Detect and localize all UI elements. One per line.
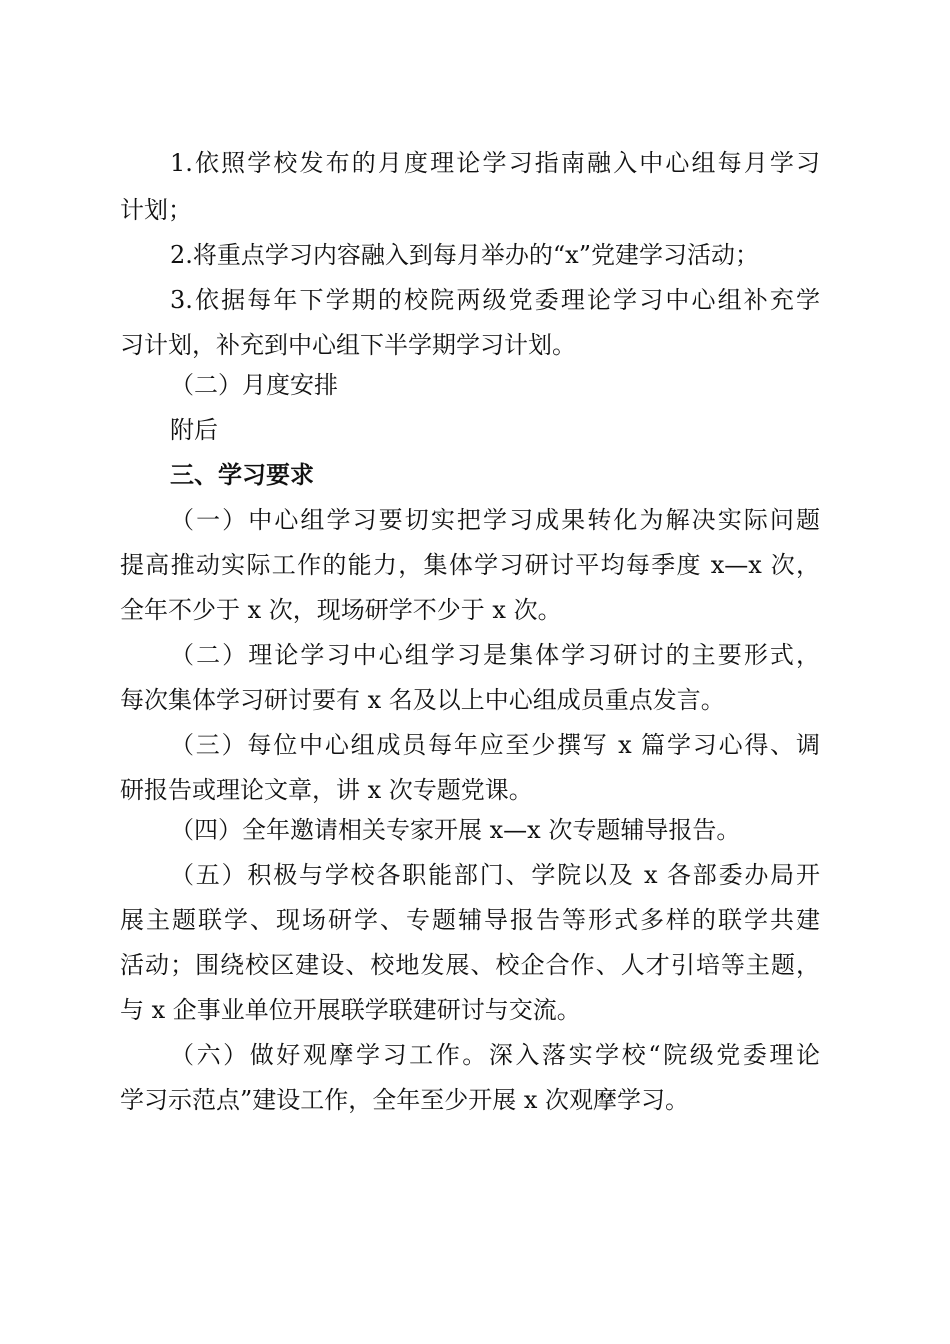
item-3-line: 习计划，补充到中心组下半学期学习计划。 [120,331,576,359]
requirement-3-line: 研报告或理论文章，讲 x 次专题党课。 [120,776,533,804]
item-1-line: 计划； [120,196,192,224]
requirement-5-line: 活动；围绕校区建设、校地发展、校企合作、人才引培等主题， [120,951,820,979]
requirements-heading: 三、学习要求 [170,460,314,489]
requirement-5-line: 展主题联学、现场研学、专题辅导报告等形式多样的联学共建 [120,906,820,934]
requirement-4-line: （四）全年邀请相关专家开展 x—x 次专题辅导报告。 [170,816,741,844]
requirement-6-line: 学习示范点”建设工作，全年至少开展 x 次观摩学习。 [120,1086,690,1114]
requirement-5-line: （五）积极与学校各职能部门、学院以及 x 各部委办局开 [170,861,820,889]
monthly-text: 附后 [170,416,218,444]
item-3-line: 3.依据每年下学期的校院两级党委理论学习中心组补充学 [170,286,820,314]
requirement-1-line: （一）中心组学习要切实把学习成果转化为解决实际问题 [170,506,820,534]
requirement-2-line: 每次集体学习研讨要有 x 名及以上中心组成员重点发言。 [120,686,725,714]
item-1-line: 1.依照学校发布的月度理论学习指南融入中心组每月学习 [170,149,820,177]
requirement-6-line: （六）做好观摩学习工作。深入落实学校“院级党委理论 [170,1041,820,1069]
requirement-5-line: 与 x 企事业单位开展联学联建研讨与交流。 [120,996,581,1024]
requirement-1-line: 提高推动实际工作的能力，集体学习研讨平均每季度 x—x 次， [120,551,820,579]
requirement-3-line: （三）每位中心组成员每年应至少撰写 x 篇学习心得、调 [170,731,820,759]
requirement-2-line: （二）理论学习中心组学习是集体学习研讨的主要形式， [170,641,820,669]
requirement-1-line: 全年不少于 x 次，现场研学不少于 x 次。 [120,596,562,624]
monthly-heading: （二）月度安排 [170,371,338,399]
item-2-line: 2.将重点学习内容融入到每月举办的“x”党建学习活动； [170,241,759,269]
